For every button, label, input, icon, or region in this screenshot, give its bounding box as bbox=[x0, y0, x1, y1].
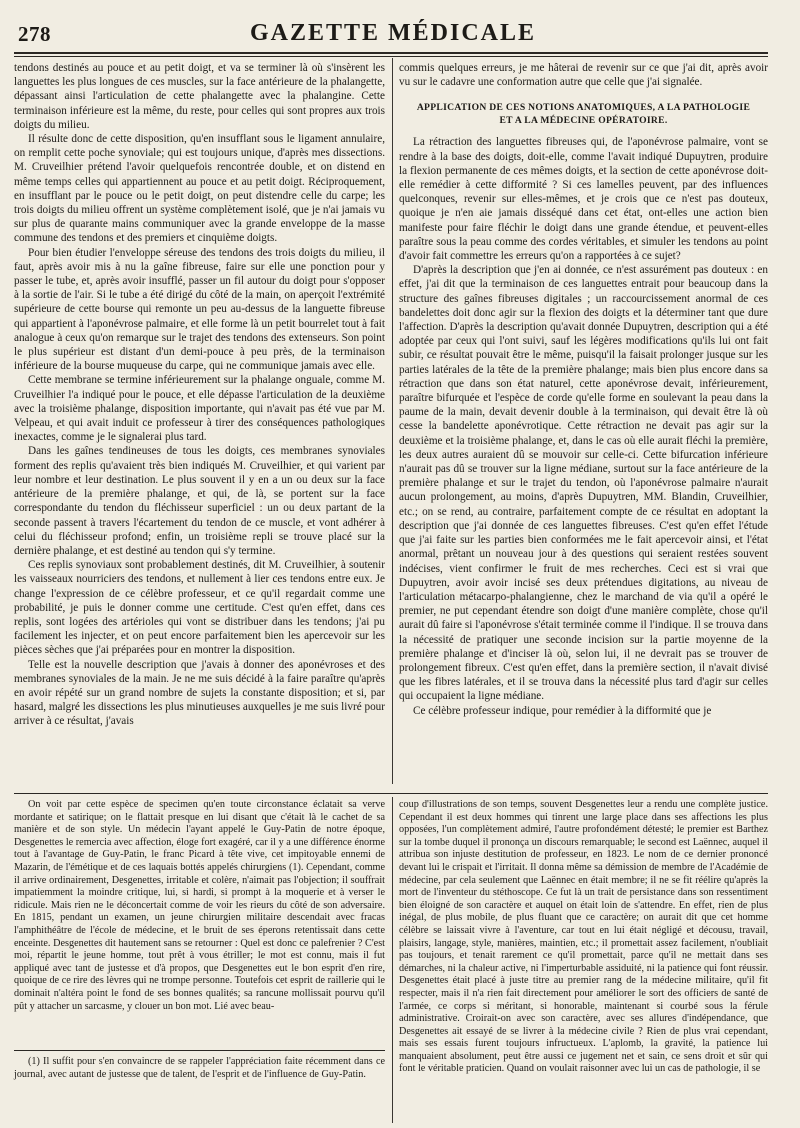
left-paragraph: Il résulte donc de cette disposition, qu'en insufflant sous le ligament annulaire, on remplit cette poche synoviale; qui est toujours unique, d'après mes dissections. M. Cruveilhier prétend l'avoir quelquefois rencontrée double, et on distend en même temps celles qui appartiennent au pouce et au petit doigt. Réciproquement, en insufflant par le pouce ou le petit doigt, on peut distendre celle du carpe; les trois doigts du milieu offrent un système complètement isolé, que je n'ai jamais vu sur plus de quarante mains communiquer avec la grande enveloppe de la masse commune des tendons et des premiers et cinquième doigts. bbox=[14, 133, 385, 245]
feuilleton-right-column bbox=[399, 799, 768, 1121]
header-rule-thin bbox=[14, 56, 768, 57]
header-rule-thick bbox=[14, 52, 768, 54]
page-header bbox=[14, 14, 772, 48]
section-heading: APPLICATION DE CES NOTIONS ANATOMIQUES, A LA PATHOLOGIE ET A LA MÉDECINE OPÉRATOIRE. bbox=[416, 102, 751, 127]
right-intro-paragraph: commis quelques erreurs, je me hâterai de revenir sur ce que j'ai dit, après avoir vu sur le cadavre une conformation autre que celle que j'ai signalée. bbox=[399, 62, 768, 89]
left-paragraph: Cette membrane se termine inférieurement sur la phalange onguale, comme M. Cruveilhier l'a indiqué pour le pouce, et elle dépasse l'articulation de la deuxième avec la troisième phalange, disposition importante, qui n'avait pas été vue par M. Velpeau, et qui avait induit ce professeur à tirer des conséquences pathologiques inexactes, comme je le signalerai plus tard. bbox=[14, 374, 385, 444]
page-number: 278 bbox=[18, 22, 51, 46]
left-paragraph: Pour bien étudier l'enveloppe séreuse des tendons des trois doigts du milieu, il faut, après avoir mis à nu la gaîne fibreuse, faire sur elle une ponction pour y passer le tube, et, après avoir insufflé, passer un fil autour du doigt pour s'opposer à la sortie de l'air. Si le tube a été dirigé du côté de la main, on aperçoit l'extrémité supérieure de cette bourse qui remonte un peu au-dessus de la languette fibreuse qui appartient à l'aponévrose palmaire, et elle forme là un petit bourrelet tout à fait analogue à ceux qu'on remarque sur le trajet des tendons des extenseurs. Son point le plus supérieur est distant d'un demi-pouce à peu près, de la terminaison inférieure de la bourse muqueuse du carpe, qui ne communique jamais avec elle. bbox=[14, 246, 385, 373]
column-divider bbox=[392, 58, 393, 784]
feuilleton-rule bbox=[14, 793, 768, 794]
left-paragraph: tendons destinés au pouce et au petit doigt, et va se terminer là où s'insèrent les languettes les plus longues de ces muscles, sur la face antérieure de la phalangette, dépassant ainsi l'articulation de cette phalangette avec la phalangine. Cette terminaison inférieure est la même, du reste, pour celles qui sont propres aux trois doigts du milieu. bbox=[14, 62, 385, 131]
feuilleton-left-column bbox=[14, 799, 385, 1023]
right-column bbox=[399, 61, 768, 783]
left-column bbox=[14, 61, 385, 783]
right-paragraph: La rétraction des languettes fibreuses qui, de l'aponévrose palmaire, vont se rendre à la base des doigts, doit-elle, comme l'avait indiqué Dupuytren, produire la flexion permanente de ces mêmes doigts, et la section de cette aponévrose doit-elle remédier à cette difformité ? Si ces lamelles peuvent, par des influences quelconques, revenir sur elles-mêmes, et je crois que ce n'est pas douteux, quoique je n'en aie jamais disséqué dans cet état, ont-elles une action bien manifeste pour faire fléchir le doigt dans une grande étendue, et peuvent-elles paraître sous la peau comme des cordes véritables, et simuler les tendons au point d'avoir fait commettre les erreurs qu'on a rapportées à ce sujet? bbox=[399, 136, 768, 263]
feuilleton-paragraph: On voit par cette espèce de specimen qu'en toute circonstance éclatait sa verve mordante et satirique; on le flattait presque en lui disant que c'était là le cachet de sa manière et de son style. Un médecin l'ayant appelé le Guy-Patin de notre époque, Desgenettes le remercia avec affection, éloge fort exagéré, car il y a une différence énorme tout à l'avantage de Guy-Patin, le franc Picard à tête vive, cet impitoyable ennemi de Mazarin, de l'émétique et de ces laquais bottés appelés chirurgiens (1). Cependant, comme il arrive ordinairement, Desgenettes, irritable et colère, n'aimait pas l'objection; il souffrait impatiemment la moindre critique, lui, si hardi, si prompt à la moquerie et à verser le ridicule. Mais rien ne le déconcertait comme de voir les rieurs du côté de son adversaire. En 1815, pendant un examen, un jeune chirurgien militaire descendait avec fracas l'amphithéâtre de l'école de médecine, et le bruit de ses éperons retentissait dans cette enceinte. Desgenettes dit hautement sans se retourner : Quel est donc ce palefrenier ? C'est moi, répartit le jeune homme, tout prêt à vous étriller; le mot est connu, mais il fut appliqué avec tant de justesse et d'à propos, que Desgenettes eut le bon esprit d'en rire, quoique de ce rire des lèvres qui ne trompe personne. Toutefois cet esprit de raillerie qui le dominait n'altéra point le fond de ses bonnes qualités; sa rancune mollissait pourvu qu'il pût y attacher un sarcasme, y clouer un bon mot. Lié avec beau- bbox=[14, 799, 385, 1012]
left-paragraph: Telle est la nouvelle description que j'avais à donner des aponévroses et des membranes synoviales de la main. Je ne me suis décidé à la faire paraître qu'après en avoir répété sur un grand nombre de sujets la constante disposition; et si, par hasard, malgré les dissections les plus minutieuses auxquelles je me suis livré pour arriver à ce résultat, j'avais bbox=[14, 658, 385, 728]
footnote-text: (1) Il suffit pour s'en convaincre de se rappeler l'appréciation faite récemment dans ce journal, avec autant de justesse que de talent, de l'esprit et de l'influence de Guy-Patin. bbox=[14, 1056, 385, 1080]
footnote bbox=[14, 1056, 385, 1081]
right-paragraph: Ce célèbre professeur indique, pour remédier à la difformité que je bbox=[413, 704, 712, 717]
left-paragraph: Dans les gaînes tendineuses de tous les doigts, ces membranes synoviales forment des replis qu'avaient très bien indiqués M. Cruveilhier, et qui varient par leur nombre et leur destination. Le plus souvent il y en a un ou deux sur la face antérieure de la première phalange, et qui, de là, se portent sur la face correspondante du tendon du fléchisseur superficiel : un ou deux partant de la seconde passent à travers l'écartement du tendon de ce muscle, et vont adhérer à celui du fléchisseur profond; enfin, un troisième repli se trouve placé sur la dernière phalange, et est destiné au tendon qui s'y termine. bbox=[14, 445, 385, 557]
footnote-rule bbox=[14, 1050, 385, 1051]
left-paragraph: Ces replis synoviaux sont probablement destinés, dit M. Cruveilhier, à soutenir les vaisseaux nourriciers des tendons, et nullement à lier ces tendons entre eux. Je change l'expression de ce célèbre professeur, et ce qu'il regardait comme une probabilité, je puis le donner comme une certitude. C'est qu'en effet, dans ces replis, sont logées des artérioles qui vont se distribuer dans les tendons; j'ai pu facilement les injecter, et on peut encore parfaitement bien les apercevoir sur les pièces sèches que j'ai préparées pour en montrer la disposition. bbox=[14, 559, 385, 657]
feuilleton-column-divider bbox=[392, 797, 393, 1123]
right-paragraph: D'après la description que j'en ai donnée, ce n'est assurément pas douteux : en effet, j'ai dit que la terminaison de ces languettes entrait pour beaucoup dans la structure des gaînes fibreuses digitales ; un raccourcissement anormal de ces bandelettes doit donc agir sur la flexion des doigts et la déterminer tant que dure l'affection. D'après la description qu'avait donnée Dupuytren, description qui a été adoptée par ceux qui l'ont suivi, sauf les légères modifications qu'ils lui ont fait subir, ce résultat pouvait être le même, puisqu'il la faisait prolonger jusque sur les parties latérales de la tête de la première phalange; mais bien plus encore dans sa rétraction que dans son état naturel, cette aponévrose devait, inférieurement, paraître bifurquée et l'espèce de corde qu'elle forme en soulevant la peau dans la paume de la main, devait devenir double à la terminaison, qui devait être là où cesse la bandelette aponévrotique. Cette rétraction ne devait pas agir sur la deuxième et la troisième phalange, et, dans le cas où elle aurait fléchi la première, les deux autres auraient dû se mouvoir sur celle-ci. Cette bifurcation inférieure n'aurait pas dû se trouver sur la ligne médiane, surtout sur la face antérieure de la première phalange et sur le trajet du tendon, où l'aponévrose palmaire n'aurait aucun prolongement, au moins, d'après Dupuytren, MM. Blandin, Cruveilhier, etc.; on se rend, au contraire, parfaitement compte de ce résultat en adoptant la description que j'ai donnée de ces languettes fibreuses. C'est qu'en effet l'étude que j'ai faite sur les parties bien conformées me le fait apercevoir ainsi, et l'état anormal, prêtant un nouveau jour à des questions qui seraient restées souvent indécises, vient confirmer le fruit de mes recherches. Ceci est si vrai que Dupuytren, avoir avoir incisé ses deux prétendues digitations, au niveau de l'articulation métacarpo-phalangienne, chez le marchand de via qu'il a opéré le premier, ne put cependant étendre son doigt d'une manière complète, chose qu'il aurait dû faire si l'aponévrose s'était terminée comme il l'indique. Il se trouva dans la nécessité de pratiquer une seconde incision sur la partie moyenne de la première phalange et d'inciser là où, selon lui, il ne devrait pas se trouver de prolongement fibreux. C'est qu'en effet, dans la première section, il n'avait divisé que les fibres latérales, et il se trouva dans la nécessité plus tard d'agir sur celles qui occupaient la ligne médiane. bbox=[399, 264, 768, 703]
journal-title: GAZETTE MÉDICALE bbox=[249, 20, 537, 46]
feuilleton-paragraph: coup d'illustrations de son temps, souvent Desgenettes leur a rendu une complète justice. Cependant il est deux hommes qui tinrent une large place dans ses affections les plus opposées, l'un complètement admiré, l'autre profondément détesté; le premier est Barthez sur la tombe duquel il prononça un discours remarquable; le second est Laënnec, auquel il attribua son injuste destitution de professeur, en 1823. Le nom de ce dernier prononcé devant lui le crispait et l'irritait. Il donna même sa démission de membre de l'Académie de médecine, par cela seulement que Laënnec en était membre; il ne se fit réélire qu'après la mort de l'inventeur du stéthoscope. Ce fut là un trait de persistance dans son ressentiment bien éloigné de son caractère et auquel on était loin de s'attendre. En effet, rien de plus inégal, de plus mobile, de plus fluant que ce caractère; on aurait dit que cet homme célèbre se laissait vivre à l'aventure, car tout en lui était négligé et décousu, travail, plaisirs, langage, style, manières, maintien, etc.; il promettait assez facilement, n'oubliait pas toujours, et tenait rarement ce qu'il promettait, parce qu'il ne mettait dans ses démarches, ni la chaleur active, ni l'imperturbable assiduité, ni la patience qui font réussir. Desgenettes était placé à juste titre au premier rang de la médecine militaire, qu'il fit respecter, mais il n'a rien fait directement pour améliorer le sort des officiers de santé de l'armée, ce corps si méritant, si honorable, maintenant si courbé sous la férule administrative. Croirait-on avec son caractère, avec ses allures d'indépendance, que Desgenettes ait essayé de se livrer à la médecine civile ? Rien de plus vrai cependant, mais ses essais furent toujours infructueux. L'aplomb, la gravité, la patience lui manquaient absolument, peut être aussi ce jugement net et sain, ce sens droit et sûr qui font le véritable praticien. Quand on voulait raisonner avec lui un cas de pathologie, il se bbox=[399, 799, 768, 1075]
